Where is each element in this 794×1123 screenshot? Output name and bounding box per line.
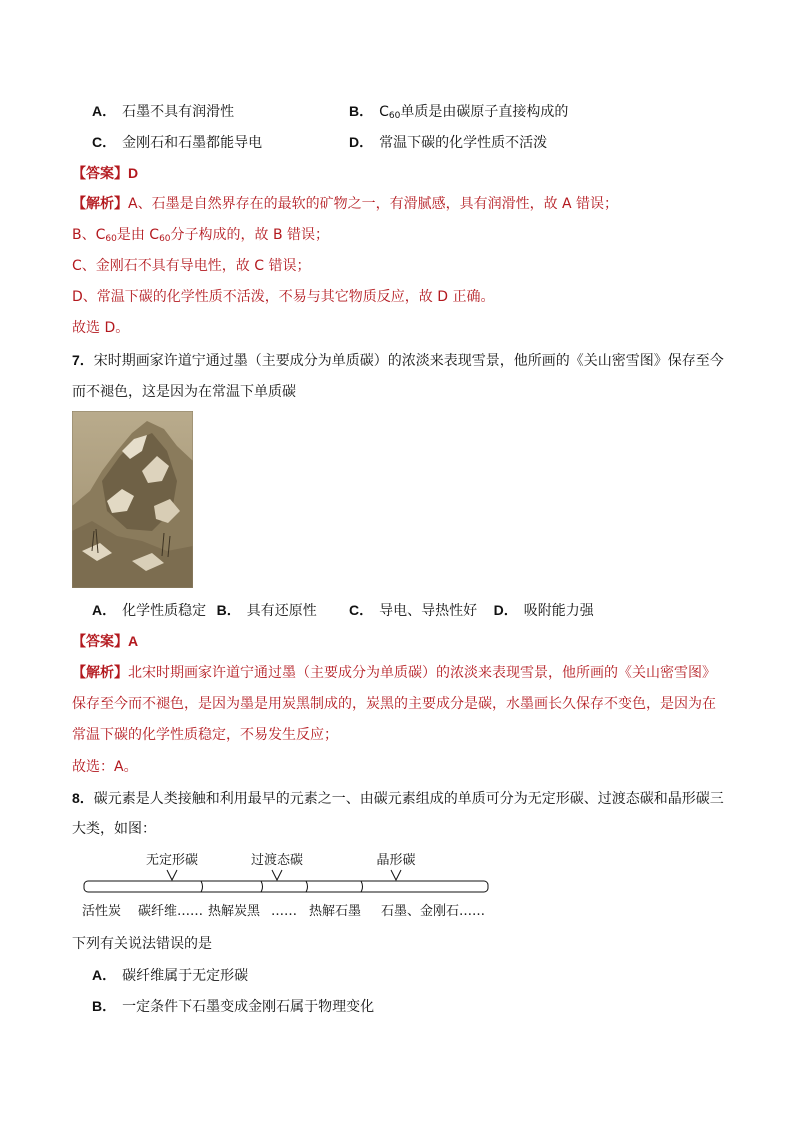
q8-option-a-text: 碳纤维属于无定形碳 (122, 968, 249, 984)
q7-option-c-text: 导电、导热性好 (379, 603, 478, 619)
q6-analysis-text2a: B、C (72, 227, 106, 243)
diagram-label-ellipsis: …… (271, 904, 297, 919)
diagram-label-activated-carbon: 活性炭 (82, 904, 122, 919)
q7-stem-line1 (72, 351, 724, 370)
q8-option-a (92, 966, 248, 985)
q6-option-b (349, 102, 568, 121)
diagram-bar (84, 881, 488, 892)
q6-option-c-text: 金刚石和石墨都能导电 (122, 135, 263, 151)
q7-analysis-line2: 保存至今而不褪色，是因为墨是用炭黑制成的，炭黑的主要成分是碳，水墨画长久保存不变色，是因为在 (72, 696, 716, 712)
q6-option-c-letter: C． (92, 134, 117, 150)
diagram-label-carbon-fiber: 碳纤维…… (138, 904, 204, 919)
q7-options (92, 601, 317, 620)
q6-analysis-text2b: 是由 C (116, 227, 160, 243)
diagram-label-transition: 过渡态碳 (250, 853, 304, 868)
q7-analysis-text1: 北宋时期画家许道宁通过墨（主要成分为单质碳）的浓淡来表现雪景，他所画的《关山密雪图》 (128, 665, 716, 681)
q7-options-right (349, 601, 594, 620)
q8-stem-line2: 大类，如图： (72, 821, 156, 837)
q7-answer-label: 【答案】 (72, 634, 128, 650)
q6-answer (72, 164, 144, 183)
q6-option-c (92, 133, 262, 152)
q7-analysis-line3: 常温下碳的化学性质稳定，不易发生反应； (72, 727, 338, 743)
diagram-brackets (167, 870, 401, 880)
diagram-label-pyrolytic-graphite: 热解石墨 (309, 904, 362, 919)
q8-option-b-letter: B． (92, 998, 117, 1014)
q6-option-b-sub: 60 (388, 111, 401, 121)
q6-option-b-letter: B． (349, 103, 374, 119)
q7-stem-line2: 而不褪色，这是因为在常温下单质碳 (72, 384, 296, 400)
carbon-classification-diagram (78, 846, 498, 926)
diagram-label-pyrolytic-black: 热解炭黑 (208, 904, 261, 919)
q7-option-b-letter: B． (216, 602, 241, 618)
q6-analysis-line5: 故选 D。 (72, 320, 130, 336)
q8-stem-line1 (72, 789, 724, 808)
q7-answer (72, 632, 144, 651)
q8-question: 下列有关说法错误的是 (72, 936, 212, 952)
q7-option-a-letter: A． (92, 602, 117, 618)
q6-analysis-text1: A、石墨是自然界存在的最软的矿物之一，有滑腻感，具有润滑性，故 A 错误； (128, 196, 619, 212)
q6-analysis-line4: D、常温下碳的化学性质不活泼，不易与其它物质反应，故 D 正确。 (72, 289, 495, 305)
q7-number: 7． (72, 352, 94, 368)
q6-analysis-line3: C、金刚石不具有导电性，故 C 错误； (72, 258, 311, 274)
q6-option-a-text: 石墨不具有润滑性 (122, 104, 235, 120)
q8-option-b (92, 997, 374, 1016)
diagram-label-amorphous: 无定形碳 (145, 853, 199, 868)
q6-analysis-sub1: 60 (105, 234, 117, 244)
q8-stem-text1: 碳元素是人类接触和利用最早的元素之一、由碳元素组成的单质可分为无定形碳、过渡态碳和晶形碳三 (93, 791, 724, 807)
q8-option-a-letter: A． (92, 967, 117, 983)
q6-analysis-label: 【解析】 (72, 196, 128, 212)
diagram-label-crystalline: 晶形碳 (376, 853, 416, 868)
q7-option-d-letter: D． (493, 602, 518, 618)
q8-option-b-text: 一定条件下石墨变成金刚石属于物理变化 (122, 999, 375, 1015)
q6-option-b-text: 单质是由碳原子直接构成的 (400, 104, 569, 120)
q6-analysis-line2 (72, 226, 329, 244)
q6-analysis-line1 (72, 195, 618, 213)
q6-option-a-letter: A． (92, 103, 117, 119)
q6-answer-label: 【答案】 (72, 166, 128, 182)
q7-answer-value: A (128, 633, 139, 649)
q6-option-b-c: C (379, 104, 389, 120)
q6-answer-value: D (128, 165, 139, 181)
q7-analysis-line1 (72, 664, 716, 682)
landscape-painting-image (72, 411, 193, 588)
q6-option-d (349, 133, 547, 152)
diagram-label-graphite-diamond: 石墨、金刚石…… (381, 904, 486, 919)
q7-analysis-label: 【解析】 (72, 665, 128, 681)
q7-option-c-letter: C． (349, 602, 374, 618)
q7-stem-text1: 宋时期画家许道宁通过墨（主要成分为单质碳）的浓淡来表现雪景，他所画的《关山密雪图》保存至今 (93, 353, 724, 369)
q7-option-d-text: 吸附能力强 (523, 603, 594, 619)
q8-number: 8． (72, 790, 94, 806)
q6-analysis-sub2: 60 (159, 234, 171, 244)
q7-option-b-text: 具有还原性 (246, 603, 317, 619)
q7-analysis-line4: 故选：A。 (72, 759, 138, 775)
q7-option-a-text: 化学性质稳定 (122, 603, 207, 619)
q6-analysis-text2c: 分子构成的，故 B 错误； (170, 227, 330, 243)
q6-option-d-text: 常温下碳的化学性质不活泼 (379, 135, 548, 151)
q6-option-d-letter: D． (349, 134, 374, 150)
q6-option-a (92, 102, 234, 121)
